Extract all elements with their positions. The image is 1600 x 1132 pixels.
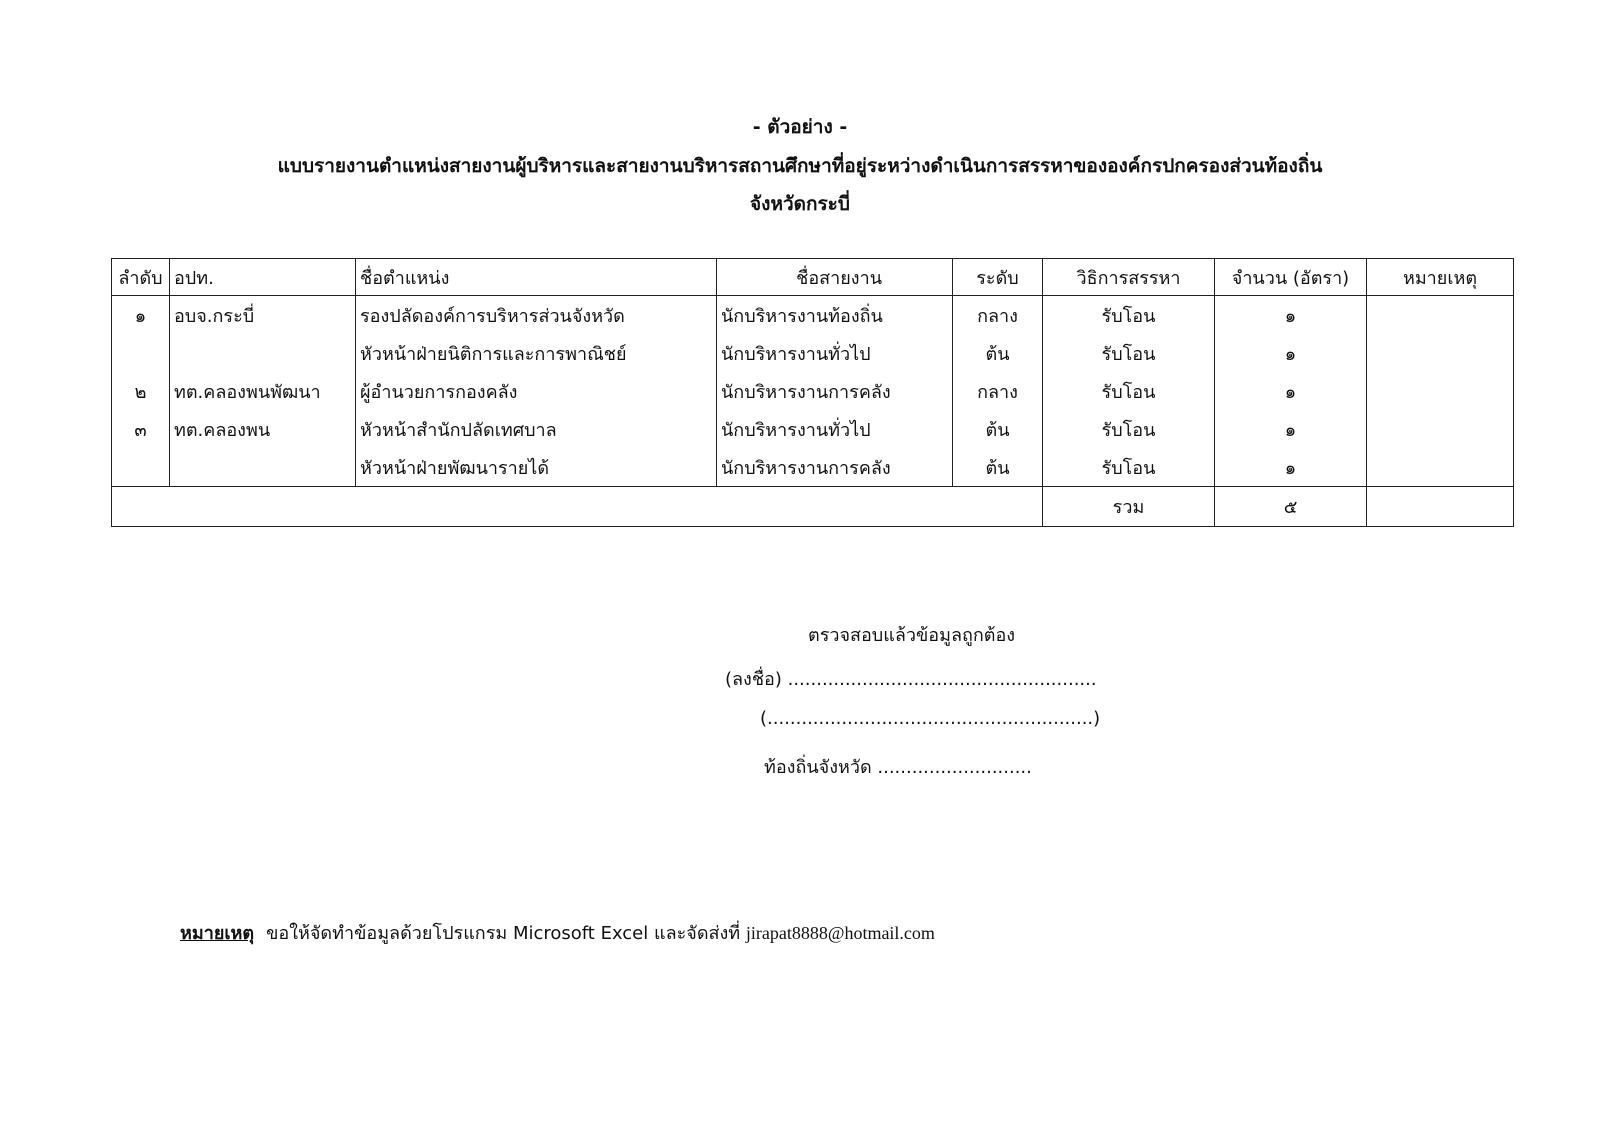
table-row xyxy=(112,448,1514,487)
cell-level: ต้น xyxy=(953,410,1043,448)
cell-position: หัวหน้าสำนักปลัดเทศบาล xyxy=(356,410,717,448)
footnote xyxy=(180,918,935,947)
table-header-row xyxy=(112,259,1514,296)
cell-no xyxy=(112,448,170,487)
cell-method: รับโอน xyxy=(1043,296,1215,335)
col-header-position: ชื่อตำแหน่ง xyxy=(356,259,717,296)
cell-level: กลาง xyxy=(953,296,1043,335)
cell-level: ต้น xyxy=(953,448,1043,487)
cell-line: นักบริหารงานการคลัง xyxy=(717,372,953,410)
table-row xyxy=(112,372,1514,410)
cell-method: รับโอน xyxy=(1043,410,1215,448)
cell-count: ๑ xyxy=(1215,372,1367,410)
table-total-row xyxy=(112,487,1514,527)
cell-org xyxy=(170,334,356,372)
table-row xyxy=(112,334,1514,372)
cell-no xyxy=(112,334,170,372)
signature-provincial-line: ท้องถิ่นจังหวัด ........................... xyxy=(764,757,1032,778)
col-header-remark: หมายเหตุ xyxy=(1367,259,1514,296)
document-province: จังหวัดกระบี่ xyxy=(750,193,850,215)
cell-line: นักบริหารงานทั่วไป xyxy=(717,410,953,448)
table-row xyxy=(112,410,1514,448)
cell-remark xyxy=(1367,334,1514,372)
document-title: แบบรายงานตำแหน่งสายงานผู้บริหารและสายงานบริหารสถานศึกษาที่อยู่ระหว่างดำเนินการสรรหาขององค์กรปกครองส่วนท้องถิ่น xyxy=(277,155,1323,177)
col-header-no: ลำดับ xyxy=(112,259,170,296)
cell-remark xyxy=(1367,296,1514,335)
footnote-text: ขอให้จัดทำข้อมูลด้วยโปรแกรม Microsoft Excel และจัดส่งที่ xyxy=(266,923,746,944)
cell-no: ๒ xyxy=(112,372,170,410)
report-table xyxy=(111,258,1514,527)
cell-level: กลาง xyxy=(953,372,1043,410)
cell-position: หัวหน้าฝ่ายพัฒนารายได้ xyxy=(356,448,717,487)
signature-line: (ลงชื่อ) ...................................................... xyxy=(725,669,1097,690)
total-remark xyxy=(1367,487,1514,527)
cell-org: อบจ.กระบี่ xyxy=(170,296,356,335)
cell-method: รับโอน xyxy=(1043,448,1215,487)
col-header-level: ระดับ xyxy=(953,259,1043,296)
cell-no: ๑ xyxy=(112,296,170,335)
cell-line: นักบริหารงานทั่วไป xyxy=(717,334,953,372)
footnote-label: หมายเหตุ xyxy=(180,923,255,944)
cell-line: นักบริหารงานการคลัง xyxy=(717,448,953,487)
cell-position: หัวหน้าฝ่ายนิติการและการพาณิชย์ xyxy=(356,334,717,372)
cell-line: นักบริหารงานท้องถิ่น xyxy=(717,296,953,335)
document-subtitle: - ตัวอย่าง - xyxy=(752,116,848,138)
cell-no: ๓ xyxy=(112,410,170,448)
cell-org: ทต.คลองพนพัฒนา xyxy=(170,372,356,410)
cell-method: รับโอน xyxy=(1043,372,1215,410)
cell-remark xyxy=(1367,410,1514,448)
col-header-count: จำนวน (อัตรา) xyxy=(1215,259,1367,296)
cell-count: ๑ xyxy=(1215,448,1367,487)
cell-level: ต้น xyxy=(953,334,1043,372)
cell-count: ๑ xyxy=(1215,410,1367,448)
cell-remark xyxy=(1367,448,1514,487)
total-row-spacer xyxy=(112,487,1043,527)
col-header-org: อปท. xyxy=(170,259,356,296)
cell-org xyxy=(170,448,356,487)
footnote-email: jirapat8888@hotmail.com xyxy=(745,923,935,943)
total-count: ๕ xyxy=(1215,487,1367,527)
col-header-line: ชื่อสายงาน xyxy=(717,259,953,296)
cell-count: ๑ xyxy=(1215,334,1367,372)
cell-remark xyxy=(1367,372,1514,410)
table-row xyxy=(112,296,1514,335)
cell-count: ๑ xyxy=(1215,296,1367,335)
signature-verified-text: ตรวจสอบแล้วข้อมูลถูกต้อง xyxy=(808,625,1016,646)
total-label: รวม xyxy=(1043,487,1215,527)
cell-method: รับโอน xyxy=(1043,334,1215,372)
cell-position: รองปลัดองค์การบริหารส่วนจังหวัด xyxy=(356,296,717,335)
cell-position: ผู้อำนวยการกองคลัง xyxy=(356,372,717,410)
col-header-method: วิธิการสรรหา xyxy=(1043,259,1215,296)
signature-name-line: (.........................................................) xyxy=(760,708,1101,729)
cell-org: ทต.คลองพน xyxy=(170,410,356,448)
